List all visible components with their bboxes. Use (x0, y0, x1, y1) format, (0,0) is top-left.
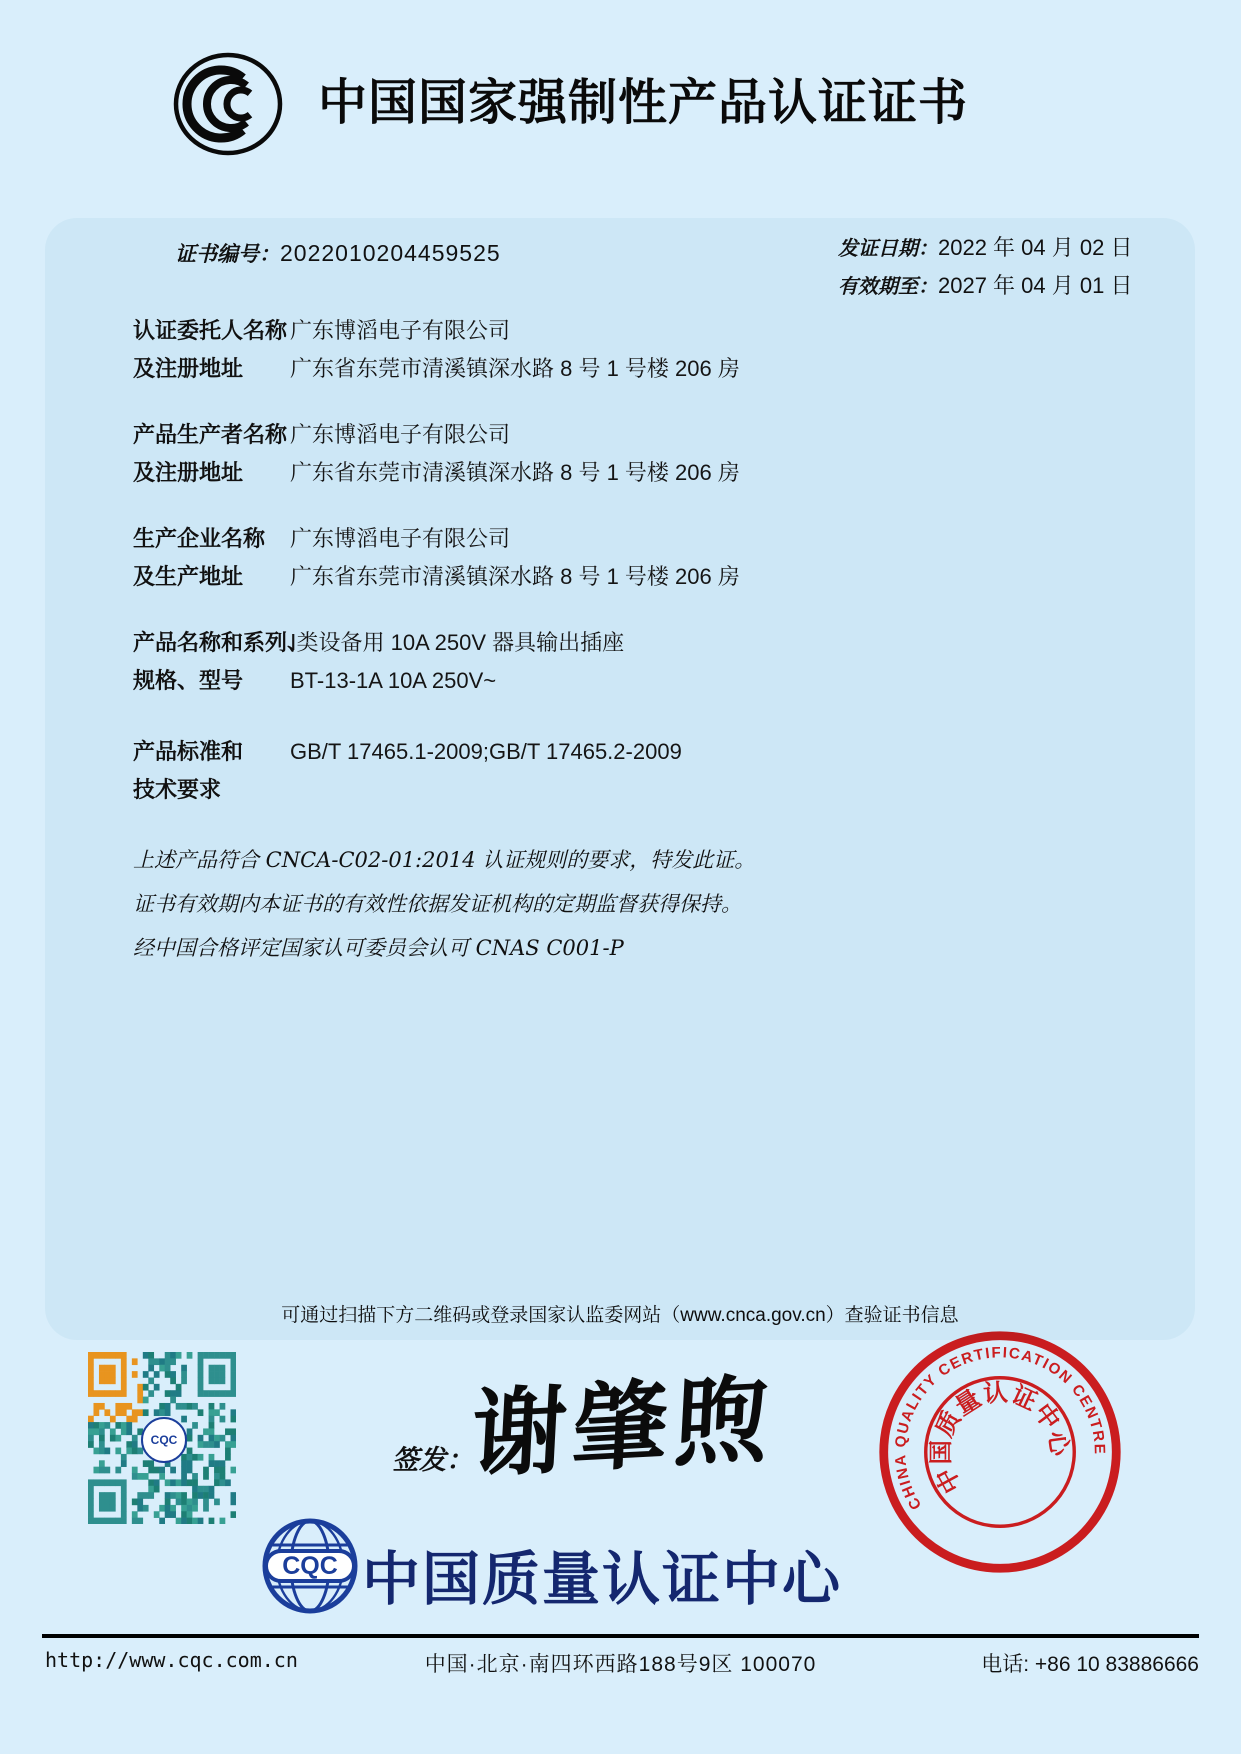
ccc-mark-icon (173, 52, 283, 156)
field-label: 产品生产者名称 (133, 422, 288, 447)
field-value: 广东省东莞市清溪镇深水路 8 号 1 号楼 206 房 (290, 356, 740, 381)
expiry-date-label: 有效期至： (838, 274, 938, 298)
issue-date-value: 2022 年 04 月 02 日 (938, 235, 1133, 260)
field-value: 广东博滔电子有限公司 (290, 318, 511, 343)
field-value: 广东省东莞市清溪镇深水路 8 号 1 号楼 206 房 (290, 564, 740, 589)
field-label: 产品标准和 (133, 739, 244, 764)
field-label: 生产企业名称 (133, 526, 266, 551)
field-block-product (133, 624, 624, 700)
expiry-date-value: 2027 年 04 月 01 日 (938, 273, 1133, 298)
field-block-factory (133, 520, 740, 596)
field-value: BT-13-1A 10A 250V~ (290, 668, 497, 693)
field-value: GB/T 17465.1-2009;GB/T 17465.2-2009 (290, 739, 682, 764)
field-label: 产品名称和系列、 (133, 630, 310, 655)
field-label: 认证委托人名称 (133, 318, 288, 343)
svg-text:CQC: CQC (282, 1552, 338, 1580)
field-label: 技术要求 (133, 777, 222, 802)
statement-line: 经中国合格评定国家认可委员会认可 CNAS C001-P (133, 936, 624, 960)
verify-note: 可通过扫描下方二维码或登录国家认监委网站（www.cnca.gov.cn）查验证书信息 (281, 1305, 959, 1326)
field-value: 广东博滔电子有限公司 (290, 526, 511, 551)
cert-number-row (175, 238, 501, 268)
page-title: 中国国家强制性产品认证证书 (318, 76, 969, 130)
field-value: 广东博滔电子有限公司 (290, 422, 511, 447)
issue-date-row (838, 231, 1132, 262)
cert-number-label: 证书编号： (175, 241, 280, 266)
field-block-producer (133, 416, 740, 492)
stamp-outer-text: CHINA QUALITY CERTIFICATION CENTRE (892, 1344, 1108, 1513)
stamp-inner-text: 中国质量认证中心 (928, 1379, 1073, 1498)
signature-handwriting: 谢肇煦 (468, 1363, 778, 1492)
cqc-globe-icon (260, 1516, 360, 1616)
field-block-standards (133, 733, 682, 809)
footer-divider (42, 1634, 1199, 1638)
svg-text:CHINA QUALITY CERTIFICATION CE (873, 1325, 1113, 1514)
cqc-qr-logo-icon: CQC (141, 1417, 187, 1463)
issuer-name: 中国质量认证中心 (362, 1547, 843, 1612)
field-value: 广东省东莞市清溪镇深水路 8 号 1 号楼 206 房 (290, 460, 740, 485)
field-label: 及生产地址 (133, 564, 244, 589)
footer-website: http://www.cqc.com.cn (45, 1648, 298, 1672)
issue-date-label: 发证日期： (838, 236, 938, 260)
qr-code (88, 1352, 236, 1524)
footer-address: 中国·北京·南四环西路188号9区 100070 (424, 1653, 817, 1676)
statement-line: 上述产品符合 CNCA-C02-01:2014 认证规则的要求，特发此证。 (133, 848, 756, 872)
sign-label: 签发： (392, 1445, 473, 1476)
statements (133, 838, 755, 970)
expiry-date-row (838, 269, 1132, 300)
field-value: Ⅰ类设备用 10A 250V 器具输出插座 (290, 630, 625, 655)
red-seal-stamp (873, 1325, 1127, 1579)
field-label: 规格、型号 (133, 668, 244, 693)
statement-line: 证书有效期内本证书的有效性依据发证机构的定期监督获得保持。 (133, 892, 742, 916)
field-block-applicant (133, 312, 740, 388)
footer-phone: 电话: +86 10 83886666 (981, 1653, 1199, 1676)
cert-number-value: 2022010204459525 (280, 240, 501, 266)
field-label: 及注册地址 (133, 356, 244, 381)
field-label: 及注册地址 (133, 460, 244, 485)
